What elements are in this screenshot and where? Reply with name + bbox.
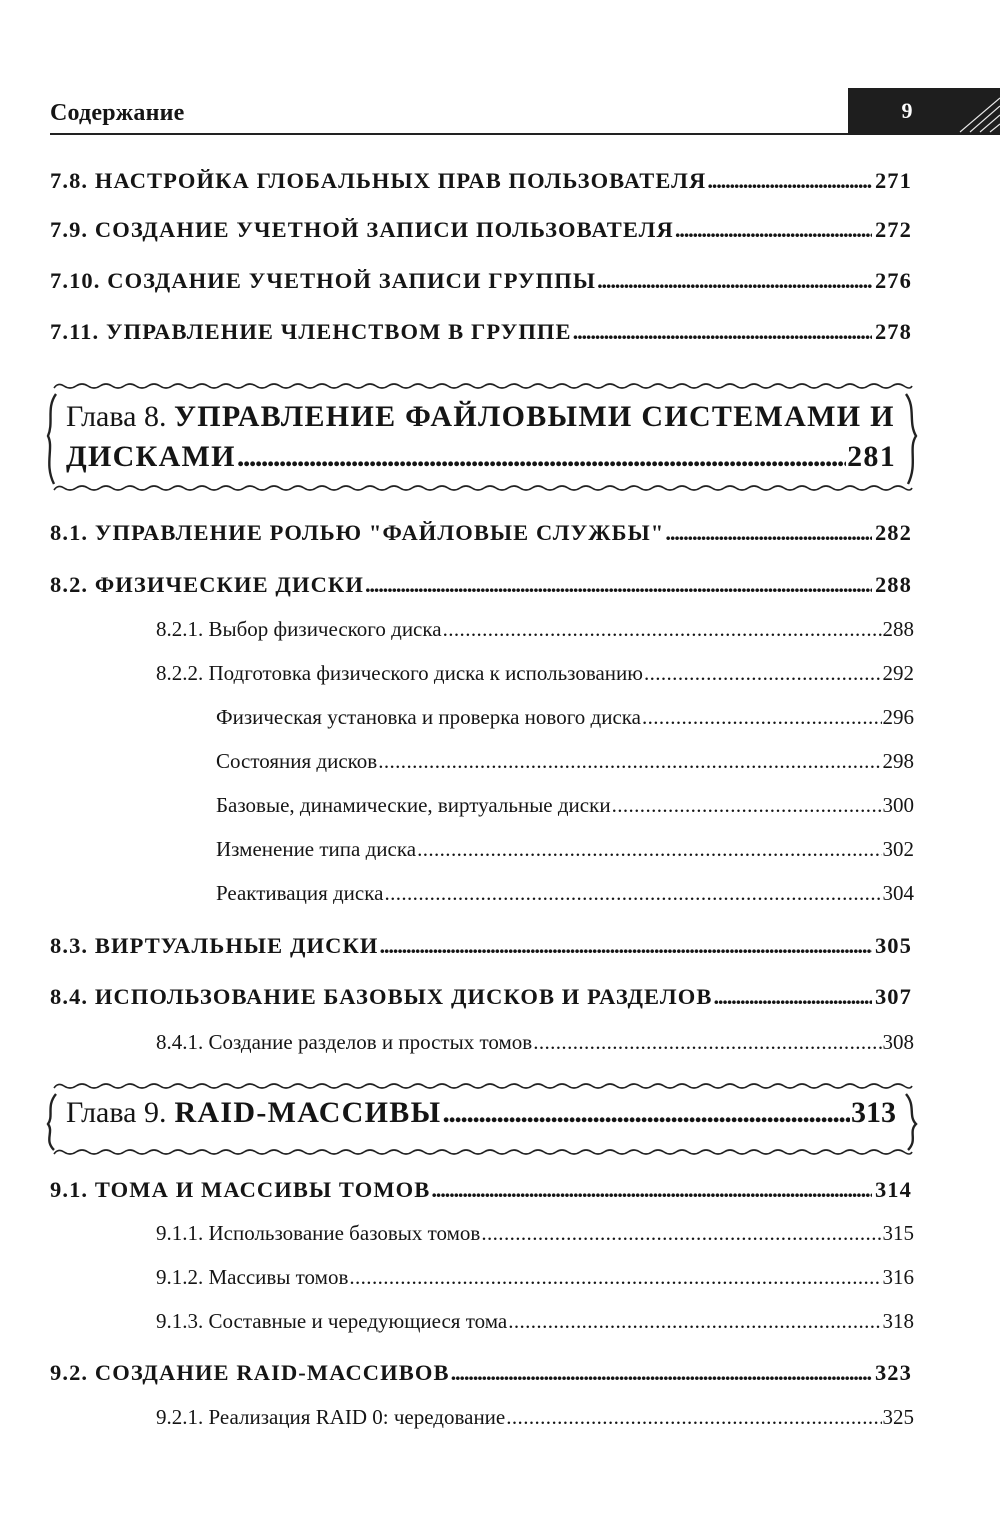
toc-entry[interactable] — [50, 933, 912, 967]
toc-entry-title: Изменение типа диска — [216, 837, 417, 861]
toc-entry-page: 288 — [882, 617, 914, 641]
toc-entry-title: 7.8. НАСТРОЙКА ГЛОБАЛЬНЫХ ПРАВ ПОЛЬЗОВАТЕЛЯ — [50, 168, 707, 193]
toc-entry-page: 292 — [882, 661, 914, 685]
toc-entry-page: 325 — [882, 1405, 914, 1429]
toc-entry-page: 316 — [882, 1265, 914, 1289]
toc-entry-page: 302 — [882, 837, 914, 861]
toc-entry-page: 314 — [874, 1177, 912, 1202]
toc-entry-title: Базовые, динамические, виртуальные диски — [216, 793, 611, 817]
chapter-label: Глава 8. — [66, 400, 167, 433]
toc-entry-page: 272 — [874, 217, 912, 242]
dot-leader — [442, 1096, 850, 1130]
chapter-8-heading-line1 — [66, 400, 895, 434]
dot-leader — [508, 1309, 881, 1334]
toc-entry-title: 9.1.2. Массивы томов — [156, 1265, 349, 1289]
toc-entry-title: 9.2.1. Реализация RAID 0: чередование — [156, 1405, 506, 1429]
dot-leader — [451, 1360, 872, 1386]
page-number-tab — [848, 88, 1000, 135]
dot-leader — [573, 319, 872, 345]
dot-leader — [665, 520, 872, 546]
toc-subentry[interactable] — [156, 1030, 914, 1064]
dot-leader — [417, 837, 881, 862]
toc-entry[interactable] — [50, 572, 912, 606]
toc-entry-title: 8.1. УПРАВЛЕНИЕ РОЛЬЮ "ФАЙЛОВЫЕ СЛУЖБЫ" — [50, 520, 665, 545]
toc-entry[interactable] — [50, 268, 912, 302]
dot-leader — [707, 168, 872, 194]
dot-leader — [675, 217, 872, 243]
toc-entry-page: 282 — [874, 520, 912, 545]
toc-entry[interactable] — [50, 217, 912, 251]
dot-leader — [642, 705, 882, 730]
toc-entry-page: 305 — [874, 933, 912, 958]
dot-leader — [349, 1265, 881, 1290]
dot-leader — [365, 572, 872, 598]
dot-leader — [597, 268, 872, 294]
toc-entry-title: Физическая установка и проверка нового диска — [216, 705, 641, 729]
toc-subentry[interactable] — [156, 661, 914, 695]
toc-subentry[interactable] — [156, 1309, 914, 1343]
toc-entry[interactable] — [50, 1360, 912, 1394]
dot-leader — [380, 933, 872, 959]
toc-entry-page: 296 — [882, 705, 914, 729]
toc-entry-page: 271 — [874, 168, 912, 193]
chapter-9-heading — [66, 1096, 896, 1130]
toc-subentry[interactable] — [156, 1405, 914, 1439]
chapter-title: УПРАВЛЕНИЕ ФАЙЛОВЫМИ СИСТЕМАМИ И — [173, 400, 895, 433]
toc-entry-page: 304 — [882, 881, 914, 905]
dot-leader — [481, 1221, 881, 1246]
toc-entry[interactable] — [50, 1177, 912, 1211]
dot-leader — [378, 749, 881, 774]
dot-leader — [612, 793, 882, 818]
dot-leader — [237, 440, 846, 474]
toc-entry[interactable] — [50, 168, 912, 202]
dot-leader — [533, 1030, 881, 1055]
chapter-8-banner[interactable] — [40, 378, 922, 496]
toc-entry-page: 300 — [882, 793, 914, 817]
toc-entry-title: 9.1. ТОМА И МАССИВЫ ТОМОВ — [50, 1177, 431, 1202]
chapter-9-banner[interactable] — [40, 1080, 922, 1160]
toc-entry[interactable] — [50, 319, 912, 353]
toc-entry-title: Состояния дисков — [216, 749, 378, 773]
toc-entry-title: 8.2. ФИЗИЧЕСКИЕ ДИСКИ — [50, 572, 364, 597]
toc-entry-title: 9.2. СОЗДАНИЕ RAID-МАССИВОВ — [50, 1360, 450, 1385]
toc-entry-title: Реактивация диска — [216, 881, 384, 905]
wavy-frame-decoration — [40, 378, 922, 496]
toc-subsubentry[interactable] — [216, 837, 914, 871]
toc-subsubentry[interactable] — [216, 749, 914, 783]
toc-entry[interactable] — [50, 984, 912, 1018]
toc-entry-page: 278 — [874, 319, 912, 344]
chapter-8-heading-line2 — [66, 440, 896, 474]
toc-entry-title: 8.3. ВИРТУАЛЬНЫЕ ДИСКИ — [50, 933, 379, 958]
chapter-page: 281 — [847, 440, 896, 473]
toc-entry-title: 8.2.2. Подготовка физического диска к использованию — [156, 661, 643, 685]
dot-leader — [644, 661, 882, 686]
toc-entry-page: 276 — [874, 268, 912, 293]
toc-subentry[interactable] — [156, 1265, 914, 1299]
toc-entry-page: 298 — [882, 749, 914, 773]
toc-entry-title: 7.10. СОЗДАНИЕ УЧЕТНОЙ ЗАПИСИ ГРУППЫ — [50, 268, 597, 293]
toc-entry-title: 9.1.3. Составные и чередующиеся тома — [156, 1309, 508, 1333]
toc-entry-title: 9.1.1. Использование базовых томов — [156, 1221, 481, 1245]
toc-entry-page: 288 — [874, 572, 912, 597]
chapter-title: RAID-МАССИВЫ — [174, 1096, 442, 1129]
toc-entry[interactable] — [50, 520, 912, 554]
toc-entry-title: 7.11. УПРАВЛЕНИЕ ЧЛЕНСТВОМ В ГРУППЕ — [50, 319, 572, 344]
toc-entry-title: 8.4. ИСПОЛЬЗОВАНИЕ БАЗОВЫХ ДИСКОВ И РАЗДЕЛОВ — [50, 984, 713, 1009]
toc-entry-page: 315 — [882, 1221, 914, 1245]
toc-entry-title: 8.4.1. Создание разделов и простых томов — [156, 1030, 533, 1054]
dot-leader — [431, 1177, 872, 1203]
toc-entry-page: 307 — [874, 984, 912, 1009]
toc-entry-title: 7.9. СОЗДАНИЕ УЧЕТНОЙ ЗАПИСИ ПОЛЬЗОВАТЕЛЯ — [50, 217, 674, 242]
toc-subsubentry[interactable] — [216, 705, 914, 739]
toc-entry-title: 8.2.1. Выбор физического диска — [156, 617, 442, 641]
toc-entry-page: 308 — [882, 1030, 914, 1054]
page-number: 9 — [901, 98, 913, 123]
toc-subsubentry[interactable] — [216, 793, 914, 827]
chapter-label: Глава 9. — [66, 1096, 167, 1129]
dot-leader — [443, 617, 882, 642]
toc-subsubentry[interactable] — [216, 881, 914, 915]
dot-leader — [384, 881, 881, 906]
dot-leader — [713, 984, 872, 1010]
dot-leader — [506, 1405, 881, 1430]
toc-subentry[interactable] — [156, 1221, 914, 1255]
running-header-title: Содержание — [50, 100, 185, 126]
header-rule — [50, 133, 850, 135]
toc-entry-page: 318 — [882, 1309, 914, 1333]
toc-entry-page: 323 — [874, 1360, 912, 1385]
chapter-page: 313 — [851, 1096, 896, 1129]
toc-subentry[interactable] — [156, 617, 914, 651]
chapter-title-continued: ДИСКАМИ — [66, 440, 236, 473]
